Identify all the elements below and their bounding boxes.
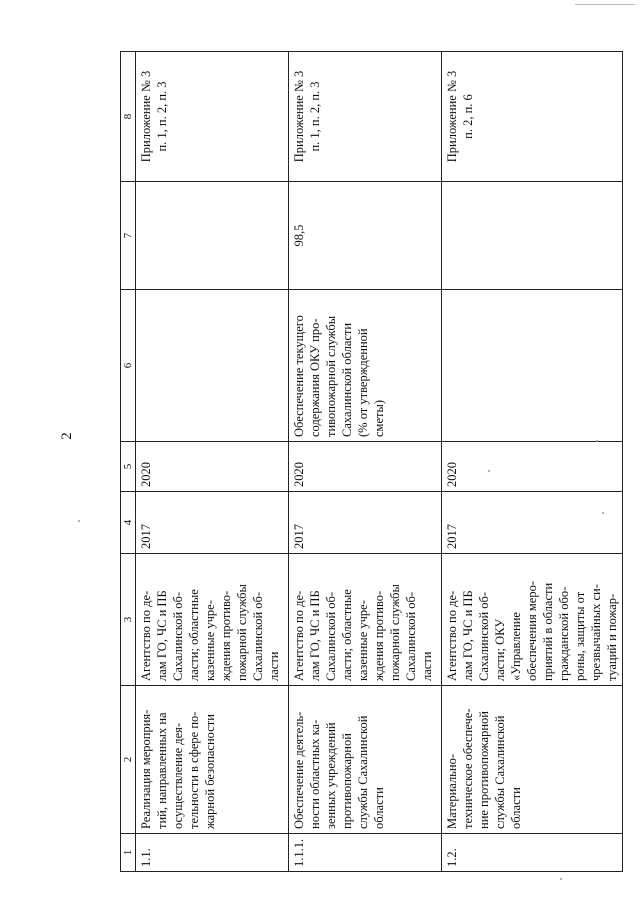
executor: Агентство по де- лам ГО, ЧС и ПБ Сахалинской об- ласти; ОКУ «Управление обеспечения меро- приятий в области гражданской обо- роны, защиты от чрезвычайных си- туаций и пожар-	[442, 554, 623, 686]
start-year: 2017	[442, 492, 623, 554]
table-row	[136, 52, 289, 872]
column-number: 6	[121, 290, 136, 442]
column-number: 4	[121, 492, 136, 554]
table-row	[289, 52, 442, 872]
scan-artifact-line	[575, 4, 635, 5]
program-measures-table	[120, 51, 623, 872]
row-number: 1.2.	[442, 834, 623, 872]
scan-speck	[596, 440, 598, 442]
table-row	[442, 52, 623, 872]
column-number: 5	[121, 442, 136, 492]
indicator	[136, 290, 289, 442]
scan-speck	[602, 512, 604, 514]
indicator	[442, 290, 623, 442]
scan-speck	[560, 878, 562, 880]
column-number: 7	[121, 182, 136, 290]
reference: Приложение № 3 п. 1, п. 2, п. 3	[289, 52, 442, 182]
row-number: 1.1.	[136, 834, 289, 872]
end-year: 2020	[136, 442, 289, 492]
executor: Агентство по де- лам ГО, ЧС и ПБ Сахалинской об- ласти; областные казенные учре- ждения противо- пожарной службы Сахалинской об- ласти	[136, 554, 289, 686]
start-year: 2017	[289, 492, 442, 554]
start-year: 2017	[136, 492, 289, 554]
indicator-value	[442, 182, 623, 290]
end-year: 2020	[442, 442, 623, 492]
column-number: 8	[121, 52, 136, 182]
measure-name: Обеспечение деятель- ности областных ка- зенных учреждений противопожарной службы Сахалинской области	[289, 686, 442, 834]
scan-speck	[78, 520, 80, 522]
column-number: 2	[121, 686, 136, 834]
reference: Приложение № 3 п. 1, п. 2, п. 3	[136, 52, 289, 182]
row-number: 1.1.1.	[289, 834, 442, 872]
rotated-table-container	[120, 52, 620, 872]
column-number: 3	[121, 554, 136, 686]
page-number: 2	[59, 432, 75, 440]
indicator: Обеспечение текущего содержания ОКУ про- тивопожарной службы Сахалинской области (% от утвержденной сметы)	[289, 290, 442, 442]
scan-speck	[488, 470, 490, 472]
reference: Приложение № 3 п. 2, п. 6	[442, 52, 623, 182]
column-numbers-row	[121, 52, 136, 872]
indicator-value: 98,5	[289, 182, 442, 290]
indicator-value	[136, 182, 289, 290]
measure-name: Реализация мероприя- тий, направленных на осуществление дея- тельности в сфере по- жарной безопасности	[136, 686, 289, 834]
end-year: 2020	[289, 442, 442, 492]
executor: Агентство по де- лам ГО, ЧС и ПБ Сахалинской об- ласти; областные казенные учре- ждения противо- пожарной службы Сахалинской об- ласти	[289, 554, 442, 686]
column-number: 1	[121, 834, 136, 872]
measure-name: Материально- техническое обеспече- ние противопожарной службы Сахалинской области	[442, 686, 623, 834]
